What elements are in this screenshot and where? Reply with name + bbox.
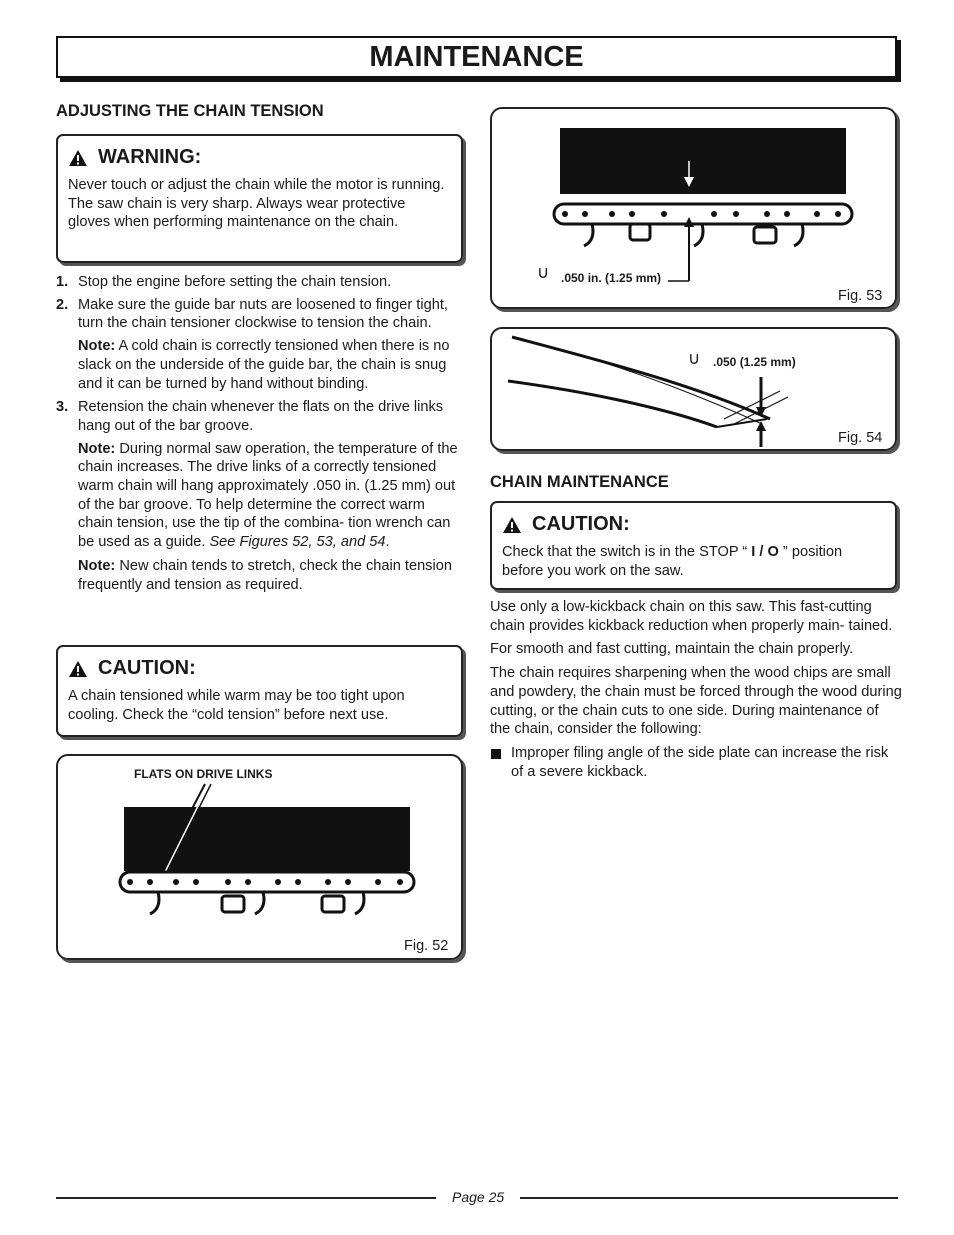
note-new-chain (56, 557, 461, 594)
switch-symbol: I / O (751, 544, 779, 560)
step-text: Retension the chain whenever the flats on the drive links hang out of the bar groove. (78, 399, 444, 434)
bullet-item (490, 744, 902, 781)
note-warm-chain (56, 440, 461, 552)
page-title-box (56, 36, 897, 78)
caution-text: A chain tensioned while warm may be too tight upon cooling. Check the “cold tension” before next use. (68, 688, 405, 723)
figure-53 (490, 107, 897, 309)
figure-label: Fig. 54 (838, 430, 883, 446)
caution-box-left (56, 645, 463, 737)
caution-box-right (490, 501, 897, 590)
footer-rule-left (56, 1197, 436, 1199)
note-text: New chain tends to stretch, check the chain tension frequently and tension as required. (78, 557, 452, 593)
caution-label: CAUTION: (98, 657, 196, 679)
clearance-symbol: ∪ (537, 263, 550, 282)
caution-text-after: ” position before you work on the saw. (502, 544, 843, 579)
note-text: A cold chain is correctly tensioned when there is no slack on the underside of the guide bar, the chain is snug and it can be turned by hand without binding. (78, 338, 450, 392)
note-text: During normal saw operation, the temperature of the chain increases. The drive links of a correctly tensioned warm chain will hang approximately .050 in. (1.25 mm) out of the bar groove. To help determine the correct warm chain tension, use the tip of the combina- tion wrench can be used as a guide. (78, 440, 458, 551)
caution-header (502, 513, 885, 536)
warning-triangle-icon (68, 149, 88, 167)
figure-reference: See Figures 52, 53, and 54 (209, 534, 386, 551)
caution-text (502, 543, 885, 580)
caution-header (68, 657, 451, 680)
caution-text-before: Check that the switch is in the STOP “ (502, 544, 752, 560)
figure-54 (490, 327, 897, 451)
step-number: 3. (56, 399, 69, 416)
clearance-measurement: .050 in. (1.25 mm) (561, 271, 662, 285)
section-heading-chain-tension: ADJUSTING THE CHAIN TENSION (56, 102, 324, 120)
note-cold-chain (56, 337, 461, 393)
note-label: Note: (78, 338, 116, 355)
chain-links (120, 872, 414, 892)
step-number: 1. (56, 274, 69, 290)
step-3 (56, 398, 461, 435)
caution-triangle-icon (68, 660, 88, 678)
caution-label: CAUTION: (532, 513, 630, 535)
step-text: Make sure the guide bar nuts are loosened to finger tight, turn the chain tensioner clockwise to tension the chain. (78, 296, 448, 332)
step-1 (56, 273, 461, 292)
clearance-symbol: ∪ (688, 349, 701, 368)
bullet-square-icon (491, 749, 501, 759)
figure-label: Fig. 53 (838, 288, 883, 304)
chain-bar-illustration (58, 756, 463, 960)
warning-label: WARNING: (98, 146, 202, 168)
step-number: 2. (56, 296, 69, 313)
warning-header (68, 146, 451, 169)
warning-text: Never touch or adjust the chain while the motor is running. The saw chain is very sharp. Always wear protective gloves when performing maintenance on the chain. (68, 177, 445, 231)
paragraph: For smooth and fast cutting, maintain the chain properly. (490, 641, 854, 658)
page-title: MAINTENANCE (369, 40, 584, 73)
figure-label: Fig. 52 (404, 938, 449, 954)
steps-list (56, 273, 461, 599)
footer-rule-right (520, 1197, 898, 1199)
clearance-measurement: .050 (1.25 mm) (713, 355, 796, 369)
step-text: Stop the engine before setting the chain tension. (78, 274, 392, 290)
paragraph: Use only a low-kickback chain on this saw. This fast-cutting chain provides kickback reduction when properly main- tained. (490, 599, 893, 634)
bullet-text: Improper filing angle of the side plate can increase the risk of a severe kickback. (511, 744, 889, 780)
note-label: Note: (78, 440, 116, 457)
note-end: . (385, 534, 390, 551)
warning-box (56, 134, 463, 263)
paragraph: The chain requires sharpening when the wood chips are small and powdery, the chain must be forced through the wood during cutting, or the chain cuts to one side. During maintenance of the chain, consider the following: (490, 665, 902, 738)
note-label: Note: (78, 557, 116, 574)
chain-bar-closeup-illustration (492, 109, 897, 309)
page-number: Page 25 (452, 1189, 505, 1205)
chain-maintenance-text (490, 598, 902, 781)
caution-triangle-icon (502, 516, 522, 534)
figure-52 (56, 754, 463, 960)
step-2 (56, 296, 461, 333)
section-heading-chain-maintenance: CHAIN MAINTENANCE (490, 473, 669, 491)
flats-callout: FLATS ON DRIVE LINKS (134, 767, 273, 781)
guide-bar-edge-illustration (492, 329, 897, 451)
